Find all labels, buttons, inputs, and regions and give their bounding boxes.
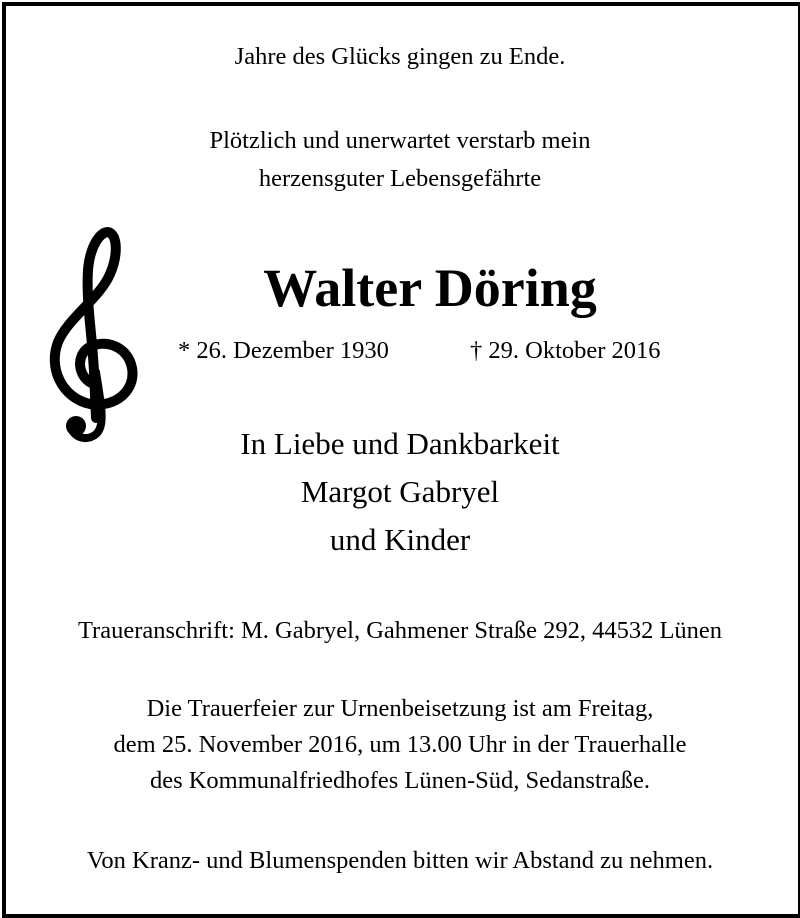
deceased-name: Walter Döring <box>263 258 597 318</box>
ceremony-line-1: Die Trauerfeier zur Urnenbeisetzung ist am Freitag, <box>146 695 654 722</box>
family-line-1: In Liebe und Dankbarkeit <box>240 426 560 461</box>
ceremony-line-2: dem 25. November 2016, um 13.00 Uhr in der Trauerhalle <box>113 731 687 758</box>
intro-line-2: herzensguter Lebensgefährte <box>258 165 542 192</box>
ceremony-line-3: des Kommunalfriedhofes Lünen-Süd, Sedanstraße. <box>149 767 651 794</box>
family-line-3: und Kinder <box>329 522 471 557</box>
mourning-address: Traueranschrift: M. Gabryel, Gahmener Straße 292, 44532 Lünen <box>77 617 723 644</box>
birth-date: * 26. Dezember 1930 <box>178 337 389 364</box>
intro-line-1: Plötzlich und unerwartet verstarb mein <box>209 127 591 154</box>
opening-line: Jahre des Glücks gingen zu Ende. <box>234 43 566 70</box>
closing-line: Von Kranz- und Blumenspenden bitten wir Abstand zu nehmen. <box>86 847 714 874</box>
family-line-2: Margot Gabryel <box>300 474 500 509</box>
death-date: † 29. Oktober 2016 <box>470 337 661 364</box>
treble-clef-icon <box>38 222 148 444</box>
